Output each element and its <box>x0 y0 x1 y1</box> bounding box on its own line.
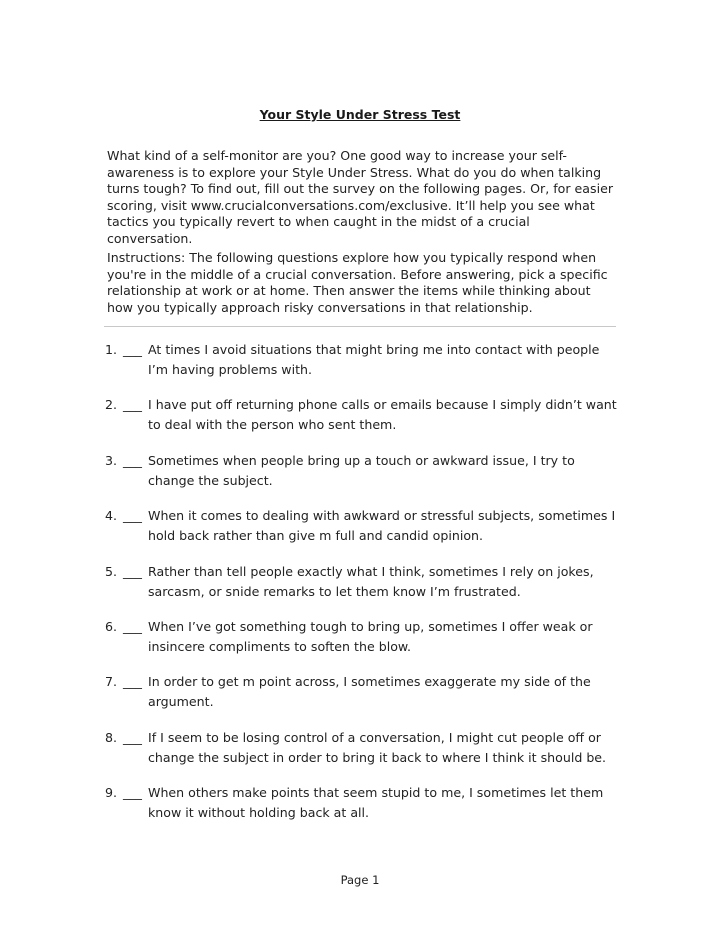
answer-blank[interactable]: ___ <box>123 729 142 745</box>
question-text: Sometimes when people bring up a touch or awkward issue, I try to change the subject. <box>148 452 575 488</box>
question-item <box>105 672 620 727</box>
question-number: 8. <box>105 729 118 745</box>
divider <box>104 326 616 327</box>
question-item <box>105 617 620 672</box>
question-list <box>105 340 620 839</box>
answer-blank[interactable]: ___ <box>123 563 142 579</box>
instructions-paragraph: Instructions: The following questions explore how you typically respond when you're in the middle of a crucial conversation. Before answering, pick a specific relationship at work or at home. Then answer the items while thinking about how you typically approach risky conversations in that relationship. <box>107 250 608 315</box>
answer-blank[interactable]: ___ <box>123 785 142 801</box>
question-text: In order to get m point across, I sometimes exaggerate my side of the argument. <box>148 674 591 710</box>
question-text: I have put off returning phone calls or emails because I simply didn’t want to deal with the person who sent them. <box>148 397 617 433</box>
question-text: When others make points that seem stupid to me, I sometimes let them know it without holding back at all. <box>148 785 604 821</box>
question-item <box>105 451 620 506</box>
question-number: 5. <box>105 563 118 579</box>
intro-paragraph: What kind of a self-monitor are you? One good way to increase your self-awareness is to explore your Style Under Stress. What do you do when talking turns tough? To find out, fill out the survey on the following pages. Or, for easier scoring, visit www.crucialconversations.com/exclusive. It’ll help you see what tactics you typically revert to when caught in the midst of a crucial conversation. <box>107 148 613 246</box>
question-item <box>105 340 620 395</box>
answer-blank[interactable]: ___ <box>123 508 142 524</box>
answer-blank[interactable]: ___ <box>123 618 142 634</box>
answer-blank[interactable]: ___ <box>123 452 142 468</box>
question-item <box>105 395 620 450</box>
question-item <box>105 728 620 783</box>
page-title: Your Style Under Stress Test <box>259 107 461 122</box>
question-number: 7. <box>105 674 118 690</box>
question-number: 2. <box>105 397 118 413</box>
question-item <box>105 562 620 617</box>
question-item <box>105 783 620 838</box>
question-number: 6. <box>105 618 118 634</box>
answer-blank[interactable]: ___ <box>123 397 142 413</box>
question-text: If I seem to be losing control of a conversation, I might cut people off or change the subject in order to bring it back to where I think it should be. <box>148 729 607 765</box>
answer-blank[interactable]: ___ <box>123 674 142 690</box>
answer-blank[interactable]: ___ <box>123 342 142 357</box>
page-number: Page 1 <box>340 873 380 887</box>
question-text: When I’ve got something tough to bring up, sometimes I offer weak or insincere compliments to soften the blow. <box>148 618 593 654</box>
question-item <box>105 506 620 561</box>
question-number: 4. <box>105 508 118 524</box>
question-number: 9. <box>105 785 118 801</box>
question-text: When it comes to dealing with awkward or stressful subjects, sometimes I hold back rather than give m full and candid opinion. <box>148 508 616 544</box>
question-number: 3. <box>105 452 118 468</box>
question-number: 1. <box>105 342 118 357</box>
question-text: At times I avoid situations that might bring me into contact with people I’m having problems with. <box>148 342 600 377</box>
question-text: Rather than tell people exactly what I think, sometimes I rely on jokes, sarcasm, or snide remarks to let them know I’m frustrated. <box>148 563 594 599</box>
